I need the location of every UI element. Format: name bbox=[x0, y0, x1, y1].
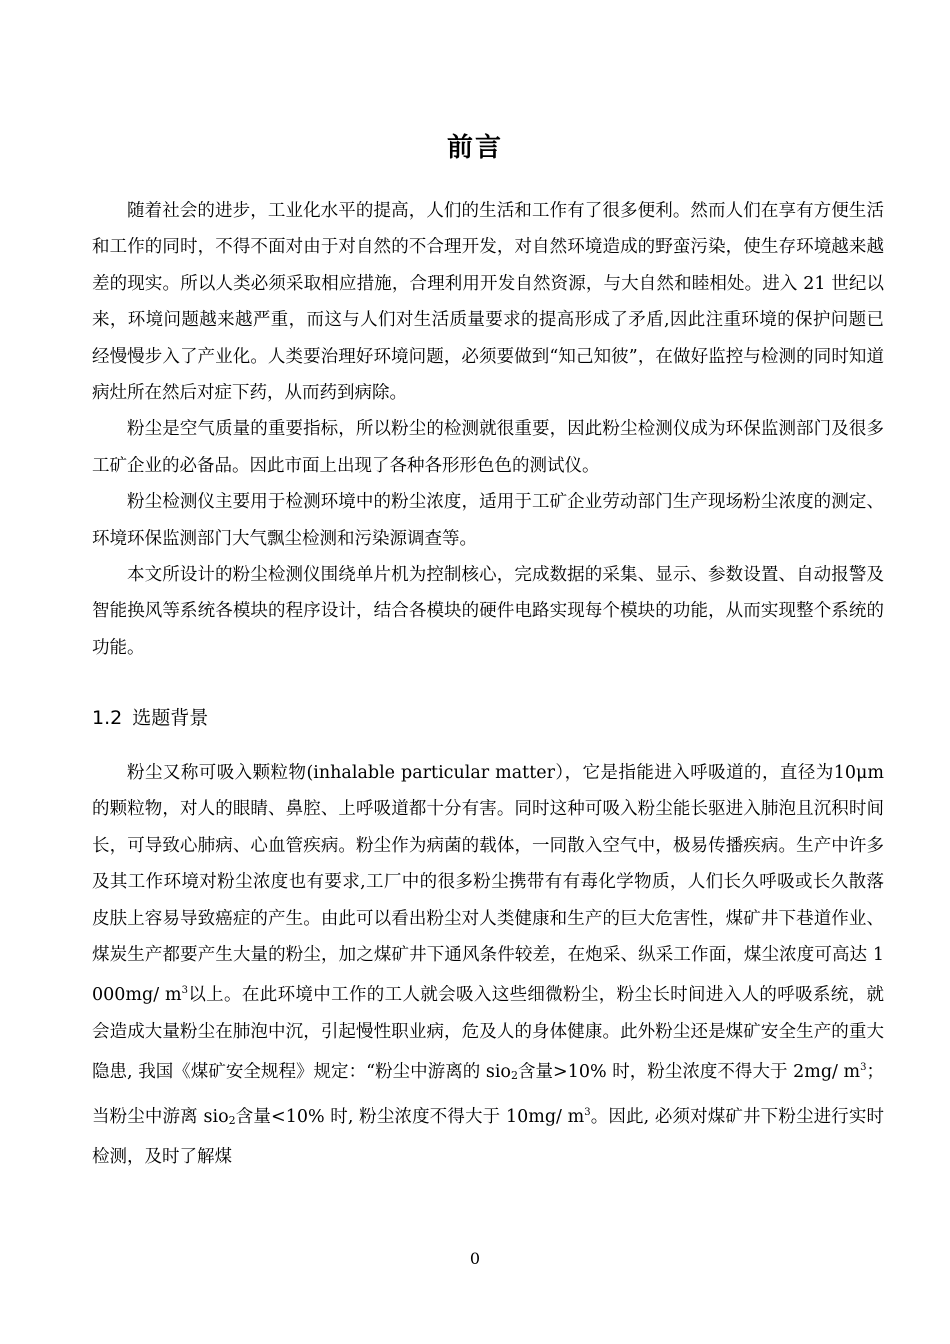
preface-paragraph-3: 粉尘检测仪主要用于检测环境中的粉尘浓度，适用于工矿企业劳动部门生产现场粉尘浓度的测定、环境环保监测部门大气飘尘检测和污染源调查等。 bbox=[92, 492, 884, 549]
preface-body bbox=[92, 193, 884, 666]
page-number: 0 bbox=[469, 1249, 481, 1268]
text-run: 含量<10% 时, 粉尘浓度不得大于 10mg/ m bbox=[235, 1106, 585, 1127]
text-run: 。因此, 必须对煤矿井下粉尘进行实时检测，及时了解煤 bbox=[92, 1106, 884, 1168]
superscript: 3 bbox=[584, 1106, 591, 1118]
superscript: 3 bbox=[860, 1062, 867, 1074]
subscript: 2 bbox=[228, 1113, 236, 1127]
section-body bbox=[92, 755, 884, 1175]
preface-paragraph-2: 粉尘是空气质量的重要指标，所以粉尘的检测就很重要，因此粉尘检测仪成为环保监测部门及很多工矿企业的必备品。因此市面上出现了各种各形形色色的测试仪。 bbox=[92, 419, 884, 476]
subscript: 2 bbox=[510, 1069, 518, 1083]
text-run: 粉尘又称可吸入颗粒物(inhalable particular matter），它是指能进入呼吸道的，直径为10μm的颗粒物，对人的眼睛、鼻腔、上呼吸道都十分有害。同时这种可吸入粉尘能长驱进入肺泡且沉积时间长，可导致心肺病、心血管疾病。粉尘作为病菌的载体，一同散入空气中，极易传播疾病。生产中许多及其工作环境对粉尘浓度也有要求,工厂中的很多粉尘携带有有毒化学物质，人们长久呼吸或长久散落皮肤上容易导致癌症的产生。由此可以看出粉尘对人类健康和生产的巨大危害性，煤矿井下巷道作业、煤炭生产都要产生大量的粉尘，加之煤矿井下通风条件较差，在炮采、纵采工作面，煤尘浓度可高达 1000mg/ m bbox=[92, 763, 884, 1006]
section-number: 1.2 bbox=[92, 707, 123, 729]
superscript: 3 bbox=[181, 985, 188, 997]
preface-paragraph-1: 随着社会的进步，工业化水平的提高，人们的生活和工作有了很多便利。然而人们在享有方便生活和工作的同时，不得不面对由于对自然的不合理开发，对自然环境造成的野蛮污染，使生存环境越来越差的现实。所以人类必须采取相应措施，合理利用开发自然资源，与大自然和睦相处。进入 21 世纪以来，环境问题越来越严重，而这与人们对生活质量要求的提高形成了矛盾,因此注重环境的保护问题已经慢慢步入了产业化。人类要治理好环境问题，必须要做到“知己知彼”，在做好监控与检测的同时知道病灶所在然后对症下药，从而药到病除。 bbox=[92, 201, 884, 404]
preface-paragraph-4: 本文所设计的粉尘检测仪围绕单片机为控制核心，完成数据的采集、显示、参数设置、自动报警及智能换风等系统各模块的程序设计，结合各模块的硬件电路实现每个模块的功能，从而实现整个系统的功能。 bbox=[92, 565, 884, 658]
section-title: 选题背景 bbox=[132, 707, 209, 729]
section-paragraph-1 bbox=[92, 755, 884, 1175]
section-heading bbox=[92, 702, 208, 734]
text-run: ；当粉尘中游离 sio bbox=[92, 1062, 884, 1127]
page-title: 前言 bbox=[446, 133, 503, 163]
text-run: 含量>10% 时，粉尘浓度不得大于 2mg/ m bbox=[517, 1062, 861, 1083]
text-run: 以上。在此环境中工作的工人就会吸入这些细微粉尘，粉尘长时间进入人的呼吸系统，就会造成大量粉尘在肺泡中沉，引起慢性职业病，危及人的身体健康。此外粉尘还是煤矿安全生产的重大隐患, 我国《煤矿安全规程》规定：“粉尘中游离的 sio bbox=[92, 985, 884, 1083]
